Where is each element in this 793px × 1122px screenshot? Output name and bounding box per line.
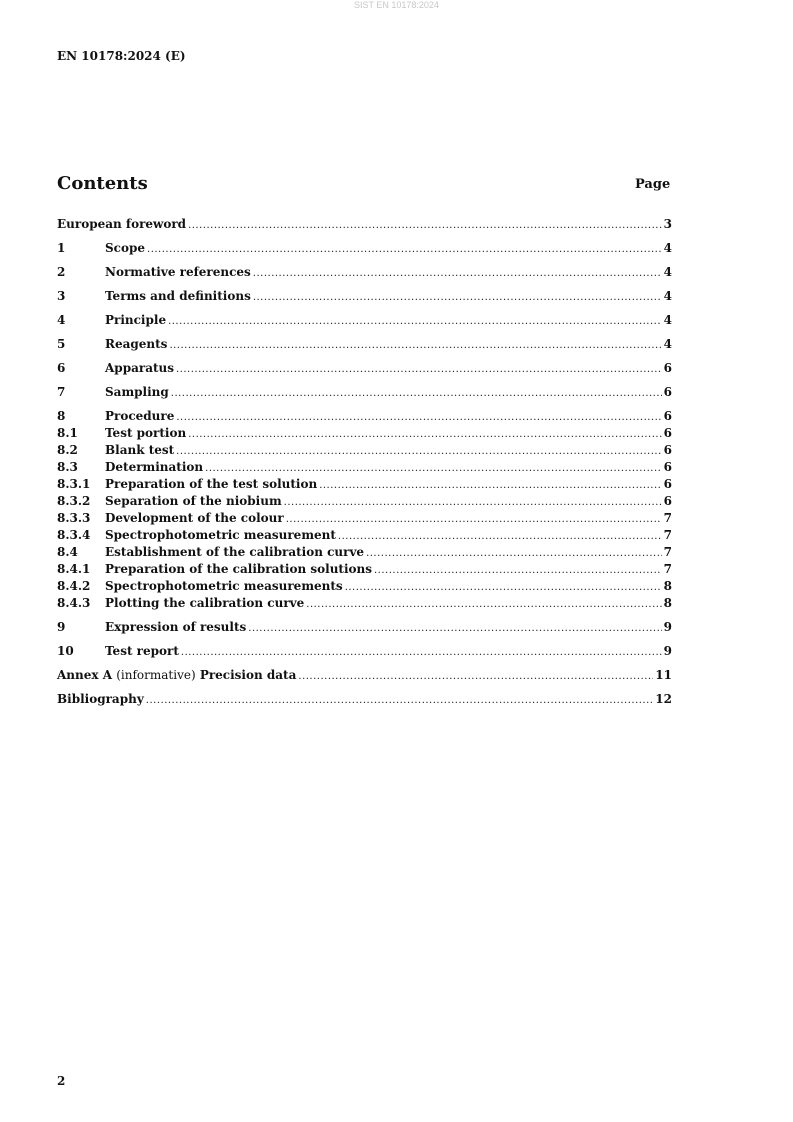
toc-page: 4 <box>663 265 672 279</box>
toc-title: Test report <box>105 644 179 658</box>
toc-title: Blank test <box>105 443 175 457</box>
toc-page: 6 <box>663 361 672 375</box>
toc-page: 6 <box>663 385 672 399</box>
toc-page: 4 <box>663 289 672 303</box>
table-of-contents <box>57 216 672 708</box>
toc-entry-terms-definitions[interactable] <box>57 288 672 305</box>
watermark: SIST EN 10178:2024 <box>354 0 439 10</box>
page-number: 2 <box>57 1074 66 1088</box>
toc-page: 6 <box>663 477 672 491</box>
toc-number: 4 <box>57 313 66 327</box>
toc-leader <box>176 443 661 460</box>
toc-number: 1 <box>57 241 66 255</box>
toc-leader <box>298 668 653 685</box>
toc-entry-normative-references[interactable] <box>57 264 672 281</box>
toc-page: 7 <box>663 511 672 525</box>
toc-leader <box>253 289 662 306</box>
toc-page: 7 <box>663 562 672 576</box>
toc-title: Sampling <box>105 385 169 399</box>
toc-title: Scope <box>105 241 146 255</box>
toc-leader <box>169 337 661 354</box>
toc-entry-apparatus[interactable] <box>57 360 672 377</box>
toc-leader <box>253 265 662 282</box>
toc-number: 3 <box>57 289 66 303</box>
toc-leader <box>205 460 662 477</box>
toc-title: Establishment of the calibration curve <box>105 545 365 559</box>
toc-number: 6 <box>57 361 66 375</box>
toc-title: Spectrophotometric measurement <box>105 528 336 542</box>
toc-page: 7 <box>663 528 672 542</box>
toc-title: Procedure <box>105 409 175 423</box>
toc-page: 4 <box>663 313 672 327</box>
toc-leader <box>188 217 662 234</box>
toc-number: 8.3.4 <box>57 528 91 542</box>
toc-page: 3 <box>663 217 672 231</box>
toc-entry-spectrophotometric-measurements[interactable] <box>57 578 672 595</box>
toc-entry-bibliography[interactable] <box>57 691 672 708</box>
toc-title: European foreword <box>57 217 187 231</box>
toc-leader <box>306 596 661 613</box>
annex-title: Precision data <box>199 668 297 682</box>
toc-title: Test portion <box>105 426 187 440</box>
toc-entry-test-report[interactable] <box>57 643 672 660</box>
toc-entry-foreword[interactable] <box>57 216 672 233</box>
toc-number: 8.3 <box>57 460 78 474</box>
toc-entry-preparation-test-solution[interactable] <box>57 476 672 493</box>
toc-title: Preparation of the test solution <box>105 477 318 491</box>
annex-note: (informative) <box>116 668 196 682</box>
toc-leader <box>284 494 662 511</box>
toc-leader <box>248 620 661 637</box>
toc-entry-annex-a[interactable] <box>57 667 672 684</box>
toc-leader <box>168 313 662 330</box>
toc-number: 8.4.3 <box>57 596 91 610</box>
toc-number: 10 <box>57 644 74 658</box>
toc-title: Principle <box>105 313 167 327</box>
toc-page: 6 <box>663 494 672 508</box>
toc-entry-expression-results[interactable] <box>57 619 672 636</box>
toc-number: 9 <box>57 620 66 634</box>
toc-title: Spectrophotometric measurements <box>105 579 343 593</box>
page-column-heading: Page <box>635 177 671 192</box>
toc-page: 9 <box>663 620 672 634</box>
toc-leader <box>147 241 662 258</box>
toc-entry-test-portion[interactable] <box>57 425 672 442</box>
toc-number: 5 <box>57 337 66 351</box>
toc-title: Development of the colour <box>105 511 284 525</box>
toc-page: 8 <box>663 596 672 610</box>
toc-number: 7 <box>57 385 66 399</box>
toc-title: Separation of the niobium <box>105 494 282 508</box>
toc-leader <box>188 426 661 443</box>
toc-leader <box>338 528 662 545</box>
toc-leader <box>319 477 661 494</box>
toc-entry-calibration-curve[interactable] <box>57 544 672 561</box>
toc-page: 6 <box>663 426 672 440</box>
toc-entry-spectrophotometric-measurement[interactable] <box>57 527 672 544</box>
toc-entry-plotting-calibration-curve[interactable] <box>57 595 672 612</box>
toc-number: 8.3.3 <box>57 511 91 525</box>
toc-leader <box>176 409 661 426</box>
toc-page: 6 <box>663 409 672 423</box>
toc-entry-scope[interactable] <box>57 240 672 257</box>
toc-number: 2 <box>57 265 66 279</box>
toc-title: Preparation of the calibration solutions <box>105 562 372 576</box>
toc-entry-principle[interactable] <box>57 312 672 329</box>
toc-leader <box>181 644 662 661</box>
toc-title: Bibliography <box>57 692 144 706</box>
toc-leader <box>146 692 654 709</box>
toc-entry-reagents[interactable] <box>57 336 672 353</box>
document-id: EN 10178:2024 (E) <box>57 49 186 63</box>
toc-page: 9 <box>663 644 672 658</box>
toc-title: Determination <box>105 460 204 474</box>
toc-number: 8.3.1 <box>57 477 91 491</box>
toc-number: 8 <box>57 409 66 423</box>
toc-leader <box>345 579 662 596</box>
toc-number: 8.4.1 <box>57 562 91 576</box>
toc-number: 8.4.2 <box>57 579 91 593</box>
annex-label: Annex A <box>57 668 113 682</box>
toc-entry-calibration-solutions[interactable] <box>57 561 672 578</box>
toc-leader <box>176 361 662 378</box>
toc-leader <box>374 562 662 579</box>
toc-page: 4 <box>663 337 672 351</box>
toc-entry-blank-test[interactable] <box>57 442 672 459</box>
toc-title <box>57 667 296 684</box>
toc-entry-sampling[interactable] <box>57 384 672 401</box>
toc-page: 4 <box>663 241 672 255</box>
toc-entry-development-colour[interactable] <box>57 510 672 527</box>
toc-title: Normative references <box>105 265 251 279</box>
toc-title: Apparatus <box>105 361 174 375</box>
toc-number: 8.2 <box>57 443 78 457</box>
toc-page: 6 <box>663 443 672 457</box>
toc-number: 8.1 <box>57 426 78 440</box>
toc-leader <box>171 385 662 402</box>
contents-heading: Contents <box>57 173 148 194</box>
toc-leader <box>366 545 662 562</box>
toc-entry-separation-niobium[interactable] <box>57 493 672 510</box>
toc-entry-procedure[interactable] <box>57 408 672 425</box>
toc-number: 8.3.2 <box>57 494 91 508</box>
toc-title: Plotting the calibration curve <box>105 596 305 610</box>
toc-page: 8 <box>663 579 672 593</box>
toc-page: 6 <box>663 460 672 474</box>
toc-page: 12 <box>655 692 672 706</box>
toc-leader <box>286 511 662 528</box>
toc-title: Terms and definitions <box>105 289 251 303</box>
toc-page: 11 <box>655 668 672 682</box>
toc-entry-determination[interactable] <box>57 459 672 476</box>
toc-page: 7 <box>663 545 672 559</box>
toc-title: Expression of results <box>105 620 247 634</box>
toc-title: Reagents <box>105 337 168 351</box>
toc-number: 8.4 <box>57 545 78 559</box>
